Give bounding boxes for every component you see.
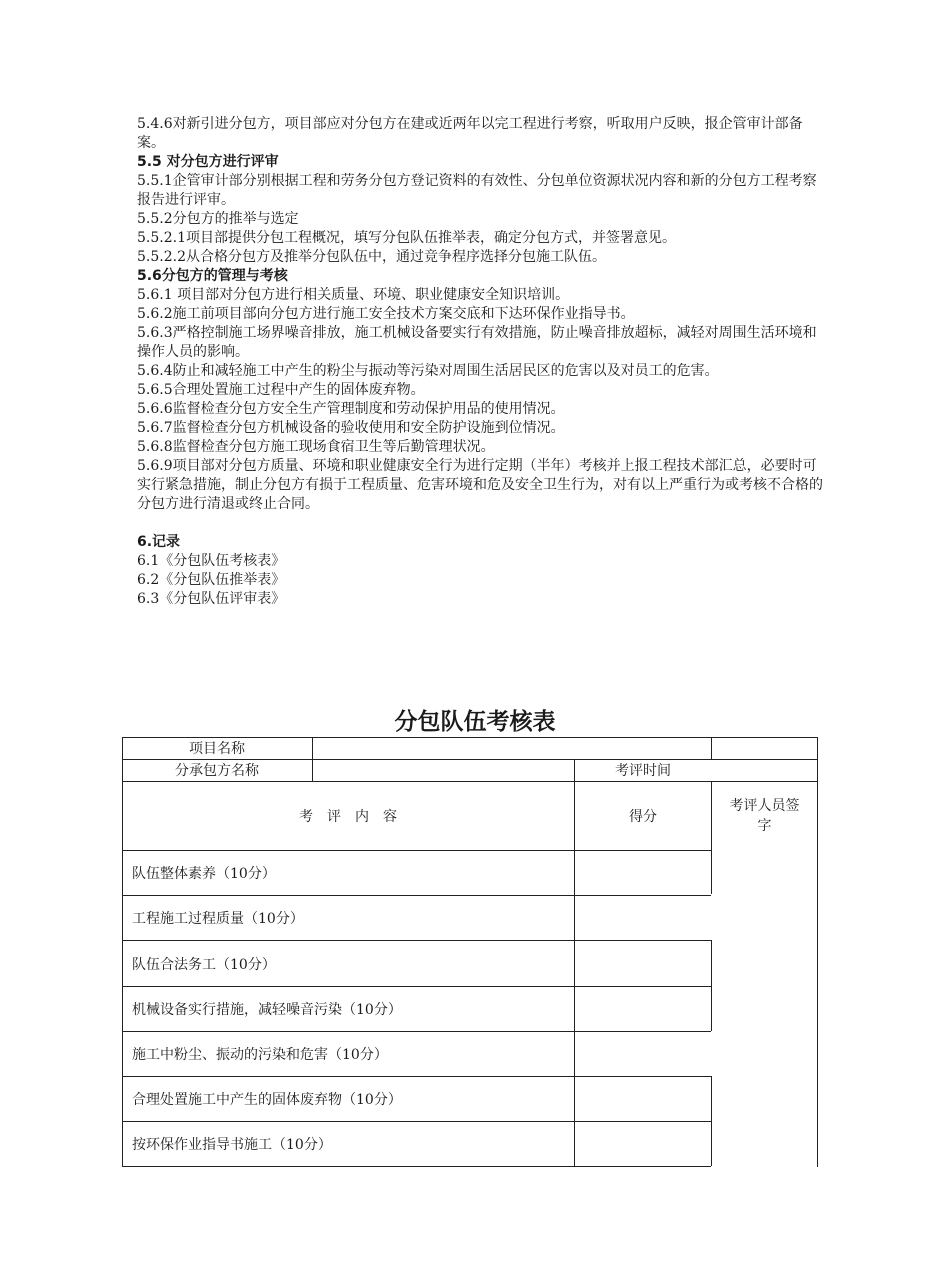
paragraph: 5.6.1 项目部对分包方进行相关质量、环境、职业健康安全知识培训。 xyxy=(137,287,570,303)
paragraph: 5.6.6监督检查分包方安全生产管理制度和劳动保护用品的使用情况。 xyxy=(137,401,565,417)
item-label: 队伍合法务工（10分） xyxy=(132,956,276,973)
paragraph: 5.6.2施工前项目部向分包方进行施工安全技术方案交底和下达环保作业指导书。 xyxy=(137,306,635,322)
paragraph: 5.6.8监督检查分包方施工现场食宿卫生等后勤管理状况。 xyxy=(137,439,495,455)
record-item: 6.2《分包队伍推举表》 xyxy=(137,572,286,588)
score-header: 得分 xyxy=(629,808,657,825)
score-cell[interactable] xyxy=(575,941,711,986)
record-item: 6.1《分包队伍考核表》 xyxy=(137,553,286,569)
item-label: 施工中粉尘、振动的污染和危害（10分） xyxy=(132,1047,388,1063)
paragraph: 5.6.3严格控制施工场界噪音排放，施工机械设备要实行有效措施，防止噪音排放超标，减轻对周围生活环境和操作人员的影响。 xyxy=(137,325,817,360)
paragraph: 5.6.5合理处置施工过程中产生的固体废弃物。 xyxy=(137,382,425,398)
score-cell[interactable] xyxy=(575,1077,711,1121)
section-heading: 5.5 对分包方进行评审 xyxy=(137,154,279,170)
item-label: 队伍整体素养（10分） xyxy=(132,866,276,882)
records-heading: 6.记录 xyxy=(137,534,181,550)
section-heading: 5.6分包方的管理与考核 xyxy=(137,268,288,284)
paragraph: 5.4.6对新引进分包方，项目部应对分包方在建或近两年以完工程进行考察，听取用户反映，报企管审计部备案。 xyxy=(137,116,803,151)
subcontractor-label: 分承包方名称 xyxy=(175,763,259,779)
record-item: 6.3《分包队伍评审表》 xyxy=(137,591,286,607)
paragraph: 5.6.4防止和减轻施工中产生的粉尘与振动等污染对周围生活居民区的危害以及对员工的危害。 xyxy=(137,363,719,379)
score-cell[interactable] xyxy=(575,987,711,1031)
project-name-field[interactable] xyxy=(313,738,710,759)
procedure-text xyxy=(137,115,827,609)
content-header: 考 评 内 容 xyxy=(299,808,397,825)
eval-time-field[interactable] xyxy=(712,760,816,781)
item-label: 工程施工过程质量（10分） xyxy=(132,911,304,927)
form-title: 分包队伍考核表 xyxy=(394,709,556,735)
item-label: 合理处置施工中产生的固体废弃物（10分） xyxy=(132,1092,402,1108)
paragraph: 5.6.7监督检查分包方机械设备的验收使用和安全防护设施到位情况。 xyxy=(137,420,565,436)
signer-header: 考评人员签字 xyxy=(729,797,800,834)
item-label: 机械设备实行措施，减轻噪音污染（10分） xyxy=(132,1002,402,1018)
paragraph: 5.5.2分包方的推举与选定 xyxy=(137,211,299,227)
score-cell[interactable] xyxy=(575,851,711,895)
paragraph: 5.5.2.1项目部提供分包工程概况，填写分包队伍推举表，确定分包方式，并签署意见。 xyxy=(137,230,676,246)
subcontractor-field[interactable] xyxy=(313,760,573,781)
score-cell[interactable] xyxy=(575,1032,711,1076)
project-name-extra-field[interactable] xyxy=(712,738,816,759)
paragraph: 5.6.9项目部对分包方质量、环境和职业健康安全行为进行定期（半年）考核并上报工程技术部汇总，必要时可实行紧急措施，制止分包方有损于工程质量、危害环境和危及安全卫生行为，对有以上严重行为或考核不合格的分包方进行清退或终止合同。 xyxy=(137,458,823,512)
eval-time-label: 考评时间 xyxy=(615,763,671,779)
paragraph: 5.5.2.2从合格分包方及推举分包队伍中，通过竞争程序选择分包施工队伍。 xyxy=(137,249,606,265)
item-label: 按环保作业指导书施工（10分） xyxy=(132,1137,332,1153)
assessment-form xyxy=(122,737,818,1167)
score-cell[interactable] xyxy=(575,1122,711,1166)
project-name-label: 项目名称 xyxy=(189,741,245,757)
score-cell[interactable] xyxy=(575,896,711,940)
paragraph: 5.5.1企管审计部分别根据工程和劳务分包方登记资料的有效性、分包单位资源状况内容和新的分包方工程考察报告进行评审。 xyxy=(137,173,817,208)
